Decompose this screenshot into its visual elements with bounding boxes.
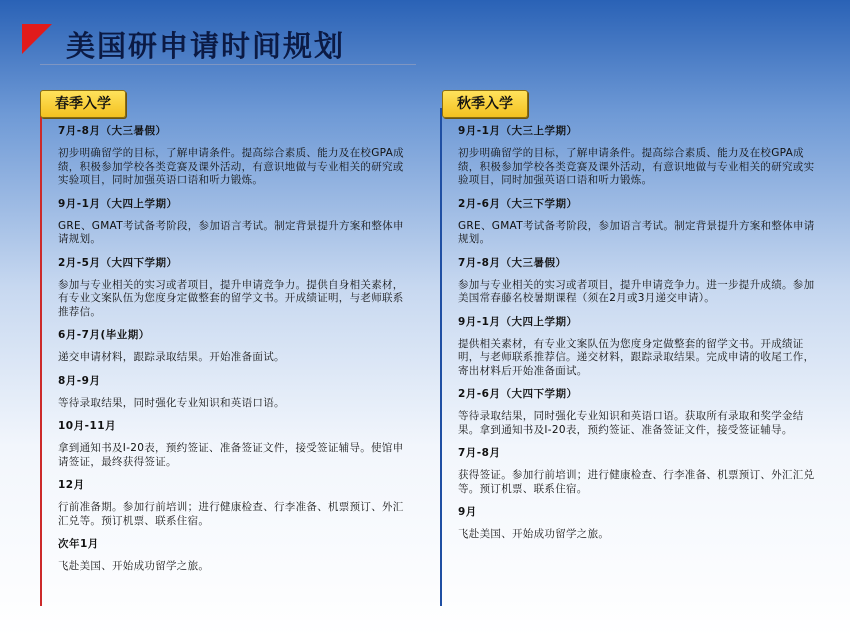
period-description: 初步明确留学的目标，了解申请条件。提高综合素质、能力及在校GPA成绩，积极参加学校各类竞赛及课外活动，有意识地做与专业相关的研究或实验项目，同时加强英语口语和听力锻炼。: [458, 147, 815, 186]
fall-item: [458, 256, 818, 306]
period-description: 参加与专业相关的实习或者项目，提升申请竞争力。进一步提升成绩。参加美国常春藤名校暑期课程（须在2月或3月递交申请）。: [458, 278, 815, 304]
period-description: 飞赴美国、开始成功留学之旅。: [458, 528, 610, 540]
period-description: 参加与专业相关的实习或者项目，提升申请竞争力。提供自身相关素材，有专业文案队伍为您度身定做整套的留学文书。开成绩证明，与老师联系推荐信。: [58, 278, 404, 318]
spring-timeline-line: [40, 108, 42, 606]
spring-item: [58, 197, 408, 247]
period-label: 次年1月: [58, 538, 99, 550]
page-title: 美国研申请时间规划: [66, 29, 346, 63]
period-description: 递交申请材料，跟踪录取结果。开始准备面试。: [58, 351, 285, 363]
period-label: 9月-1月（大四上学期）: [58, 197, 178, 210]
period-description: 行前准备期。参加行前培训；进行健康检查、行李准备、机票预订、外汇汇兑等。预订机票、联系住宿。: [58, 501, 404, 527]
period-label: 6月-7月(毕业期）: [58, 329, 150, 341]
fall-item: [458, 387, 818, 437]
period-description: 初步明确留学的目标，了解申请条件。提高综合素质、能力及在校GPA成绩，积极参加学校各类竞赛及课外活动，有意识地做与专业相关的研究或实验项目，同时加强英语口语和听力锻炼。: [58, 147, 404, 186]
period-label: 7月-8月（大三暑假）: [58, 125, 167, 137]
period-description: 等待录取结果，同时强化专业知识和英语口语。获取所有录取和奖学金结果。拿到通知书及I-20表，预约签证、准备签证文件，接受签证辅导。: [458, 410, 804, 436]
period-label: 7月-8月: [458, 447, 501, 459]
title-underline: [40, 64, 416, 65]
spring-item: [58, 478, 408, 528]
period-label: 9月-1月（大四上学期）: [458, 315, 578, 328]
fall-badge: 秋季入学: [442, 90, 528, 118]
period-label: 7月-8月（大三暑假）: [458, 256, 567, 269]
period-label: 2月-6月（大四下学期）: [458, 388, 578, 400]
fall-item: [458, 197, 818, 247]
period-label: 2月-6月（大三下学期）: [458, 197, 578, 210]
period-label: 10月-11月: [58, 420, 117, 432]
fall-item: [458, 505, 818, 542]
title-flag-icon: [22, 24, 52, 54]
fall-item: [458, 446, 818, 496]
period-label: 8月-9月: [58, 374, 101, 387]
spring-item: [58, 124, 408, 188]
period-description: 提供相关素材，有专业文案队伍为您度身定做整套的留学文书。开成绩证明，与老师联系推荐信。递交材料，跟踪录取结果。完成申请的收尾工作，寄出材料后开始准备面试。: [458, 337, 815, 377]
period-description: 获得签证。参加行前培训；进行健康检查、行李准备、机票预订、外汇汇兑等。预订机票、联系住宿。: [458, 469, 815, 495]
spring-badge: 春季入学: [40, 90, 126, 118]
spring-item: [58, 256, 408, 320]
fall-timeline-line: [440, 108, 442, 606]
period-label: 9月: [458, 506, 477, 518]
period-description: GRE、GMAT考试备考阶段，参加语言考试。制定背景提升方案和整体申请规划。: [458, 219, 815, 245]
period-label: 9月-1月（大三上学期）: [458, 125, 578, 137]
spring-item: [58, 374, 408, 411]
period-label: 12月: [58, 479, 85, 491]
period-description: 飞赴美国、开始成功留学之旅。: [58, 560, 210, 572]
period-label: 2月-5月（大四下学期）: [58, 256, 178, 269]
spring-item: [58, 419, 408, 469]
spring-items: [58, 124, 408, 583]
period-description: 拿到通知书及I-20表，预约签证、准备签证文件，接受签证辅导。使馆申请签证，最终获得签证。: [58, 442, 404, 468]
period-description: 等待录取结果，同时强化专业知识和英语口语。: [58, 396, 285, 409]
spring-item: [58, 328, 408, 365]
spring-item: [58, 537, 408, 574]
fall-item: [458, 315, 818, 379]
fall-items: [458, 124, 818, 551]
period-description: GRE、GMAT考试备考阶段，参加语言考试。制定背景提升方案和整体申请规划。: [58, 219, 404, 245]
fall-item: [458, 124, 818, 188]
